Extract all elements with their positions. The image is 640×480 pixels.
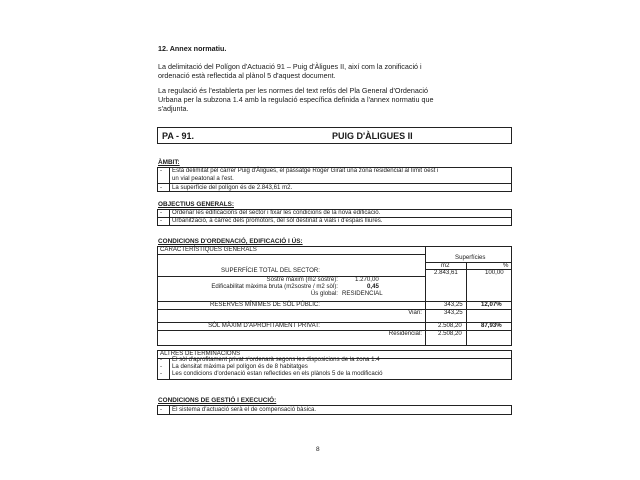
residencial-label: Residencial: [388,330,422,337]
divider [157,254,425,255]
viari-m2: 343,25 [444,309,463,316]
paragraph-line: s'adjunta. [158,104,189,113]
us-value: RESIDENCIAL [342,290,383,297]
col-header-superficies: Superfícies [455,254,486,261]
divider [169,405,170,415]
divider [425,262,512,263]
col-header-pct: % [503,262,509,269]
sostre-value: 1.270,00 [355,276,379,283]
paragraph-line: Urbana per la subzona 1.4 amb la regulació específica definida a l'annex normatiu que [158,95,434,104]
sostre-label: Sostre màxim (m2 sostre): [266,276,338,283]
table-header: CARACTERÍSTIQUES GENERALS [160,246,257,253]
section-heading: 12. Annex normatiu. [158,44,227,53]
objectius-heading: OBJECTIUS GENERALS: [158,201,234,208]
divider [169,358,170,380]
edificabilitat-value: 0,45 [367,283,379,290]
viari-label: Viari: [408,309,422,316]
edificabilitat-label: Edificabilitat màxima bruta (m2sostre / m2 sòl): [211,283,338,290]
sol-maxim-pct: 87,93% [481,322,502,329]
divider [425,246,426,346]
superficie-total-label: SUPERFÍCIE TOTAL DEL SECTOR: [221,267,320,274]
superficie-total-pct: 100,00 [485,269,504,276]
col-header-m2: m2 [441,262,450,269]
us-label: Ús global: [310,290,338,297]
sol-maxim-label: SÒL MÀXIM D'APROFITAMENT PRIVAT: [208,322,320,329]
divider [169,167,170,192]
polygon-code: PA - 91. [162,131,195,141]
paragraph-line: ordenació està reflectida al plànol 5 d'aquest document. [158,71,336,80]
polygon-name: PUIG D'ÀLIGUES II [332,131,413,141]
reserves-m2: 343,25 [444,301,463,308]
superficie-total-m2: 2.843,61 [434,269,458,276]
divider [169,209,170,226]
divider [466,262,467,346]
reserves-pct: 12,07% [481,301,502,308]
altres-heading: ALTRES DETERMINACIONS [160,350,241,357]
title-box [157,127,512,144]
page-number: 8 [316,446,320,453]
condicions-heading: CONDICIONS D'ORDENACIÓ, EDIFICACIÓ I ÚS: [158,238,303,245]
paragraph-line: La delimitació del Polígon d'Actuació 91 – Puig d'Àligues II, així com la zonificació i [158,62,422,71]
reserves-label: RESERVES MÍNIMES DE SÒL PÚBLIC: [209,301,320,308]
sol-maxim-m2: 2.508,20 [438,322,462,329]
residencial-m2: 2.508,20 [438,330,462,337]
paragraph-line: La regulació és l'establerta per les normes del text refós del Pla General d'Ordenació [158,86,429,95]
gestio-heading: CONDICIONS DE GESTIÓ I EXECUCIÓ: [158,397,277,404]
ambit-heading: ÀMBIT: [158,159,180,166]
